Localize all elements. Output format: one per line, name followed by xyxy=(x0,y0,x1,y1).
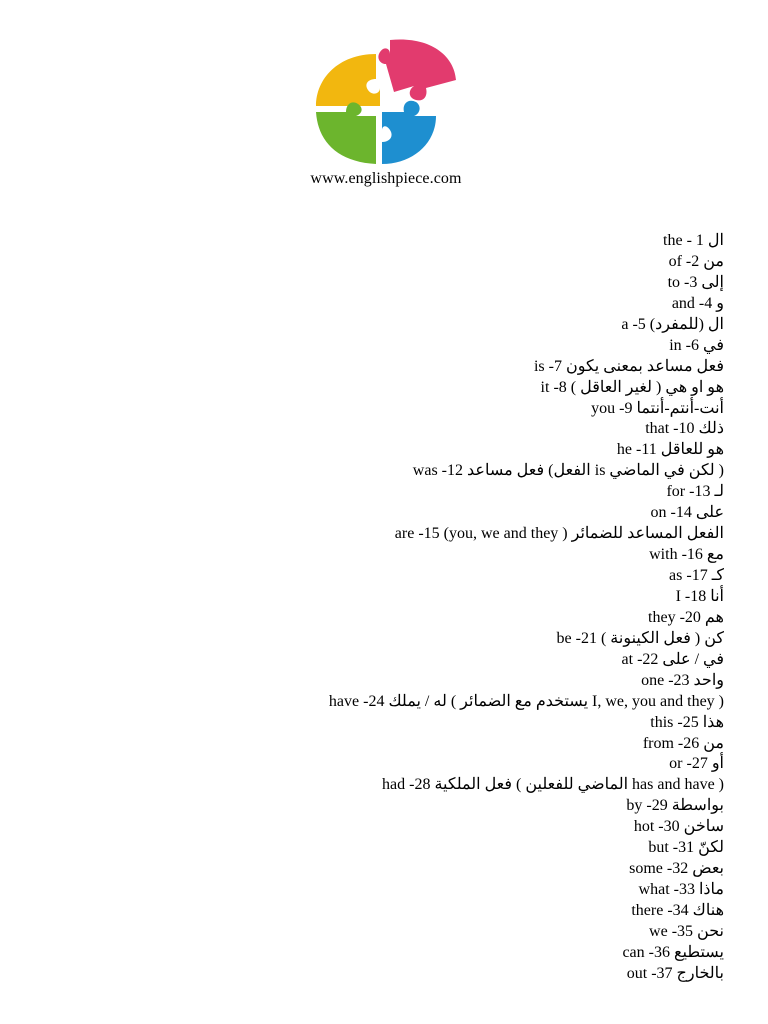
list-item: by -29 بواسطة xyxy=(626,797,724,815)
list-item: is -7 فعل مساعد بمعنى يكون xyxy=(533,357,724,375)
list-item: or -27 أو xyxy=(669,755,724,773)
logo-yellow-piece xyxy=(316,54,380,106)
list-item: at -22 في / على xyxy=(621,650,724,668)
list-item: and -4 و xyxy=(671,294,724,312)
list-item: of -2 من xyxy=(668,252,724,270)
list-item: are -15 (you, we and they ) الفعل المساعد للضمائر xyxy=(394,525,724,543)
puzzle-pieces-logo-icon xyxy=(308,34,468,169)
list-item: with -16 مع xyxy=(649,546,724,564)
list-item: this -25 هذا xyxy=(650,713,724,731)
logo-green-piece xyxy=(316,102,376,164)
list-item: a -5 ال (للمفرد) xyxy=(621,315,724,333)
list-item: he -11 هو للعاقل xyxy=(616,441,724,459)
list-item: hot -30 ساخن xyxy=(633,818,724,836)
list-item: but -31 لكنّ xyxy=(648,839,724,857)
logo-pink-piece xyxy=(378,39,456,100)
list-item: in -6 في xyxy=(669,336,724,354)
list-item: there -34 هناك xyxy=(631,902,724,919)
list-item: out -37 بالخارج xyxy=(626,964,724,982)
list-item: from -26 من xyxy=(642,734,724,752)
list-item: for -13 لـ xyxy=(666,483,724,501)
list-item: some -32 بعض xyxy=(629,860,724,878)
list-item: it -8 هو او هي ( لغير العاقل ) xyxy=(540,378,724,396)
list-item: as -17 كـ xyxy=(669,567,724,584)
logo-blue-piece xyxy=(382,101,436,164)
site-url: www.englishpiece.com xyxy=(310,170,462,187)
list-item: be -21 كن ( فعل الكينونة ) xyxy=(556,629,724,647)
list-item: have -24 له / يملك ( يستخدم مع الضمائر I, we, you and they ) xyxy=(328,692,724,710)
vocabulary-list xyxy=(24,231,724,985)
list-item: that -10 ذلك xyxy=(645,420,724,438)
list-item: on -14 على xyxy=(650,504,724,522)
list-item: I -18 أنا xyxy=(675,587,724,605)
list-item: the - 1 ال xyxy=(663,232,724,249)
list-item: they -20 هم xyxy=(648,608,724,626)
list-item: one -23 واحد xyxy=(641,671,724,689)
list-item: we -35 نحن xyxy=(649,922,724,940)
list-item: to -3 إلى xyxy=(667,273,724,291)
list-item: had -28 فعل الملكية ( الماضي للفعلين has and have ) xyxy=(382,776,724,794)
list-item: you -9 أنت-أنتم-أنتما xyxy=(591,399,724,417)
list-item: can -36 يستطيع xyxy=(622,943,724,961)
list-item: what -33 ماذا xyxy=(638,881,724,899)
list-item: was -12 فعل مساعد (الفعل is لكن في الماضي ) xyxy=(412,462,724,480)
